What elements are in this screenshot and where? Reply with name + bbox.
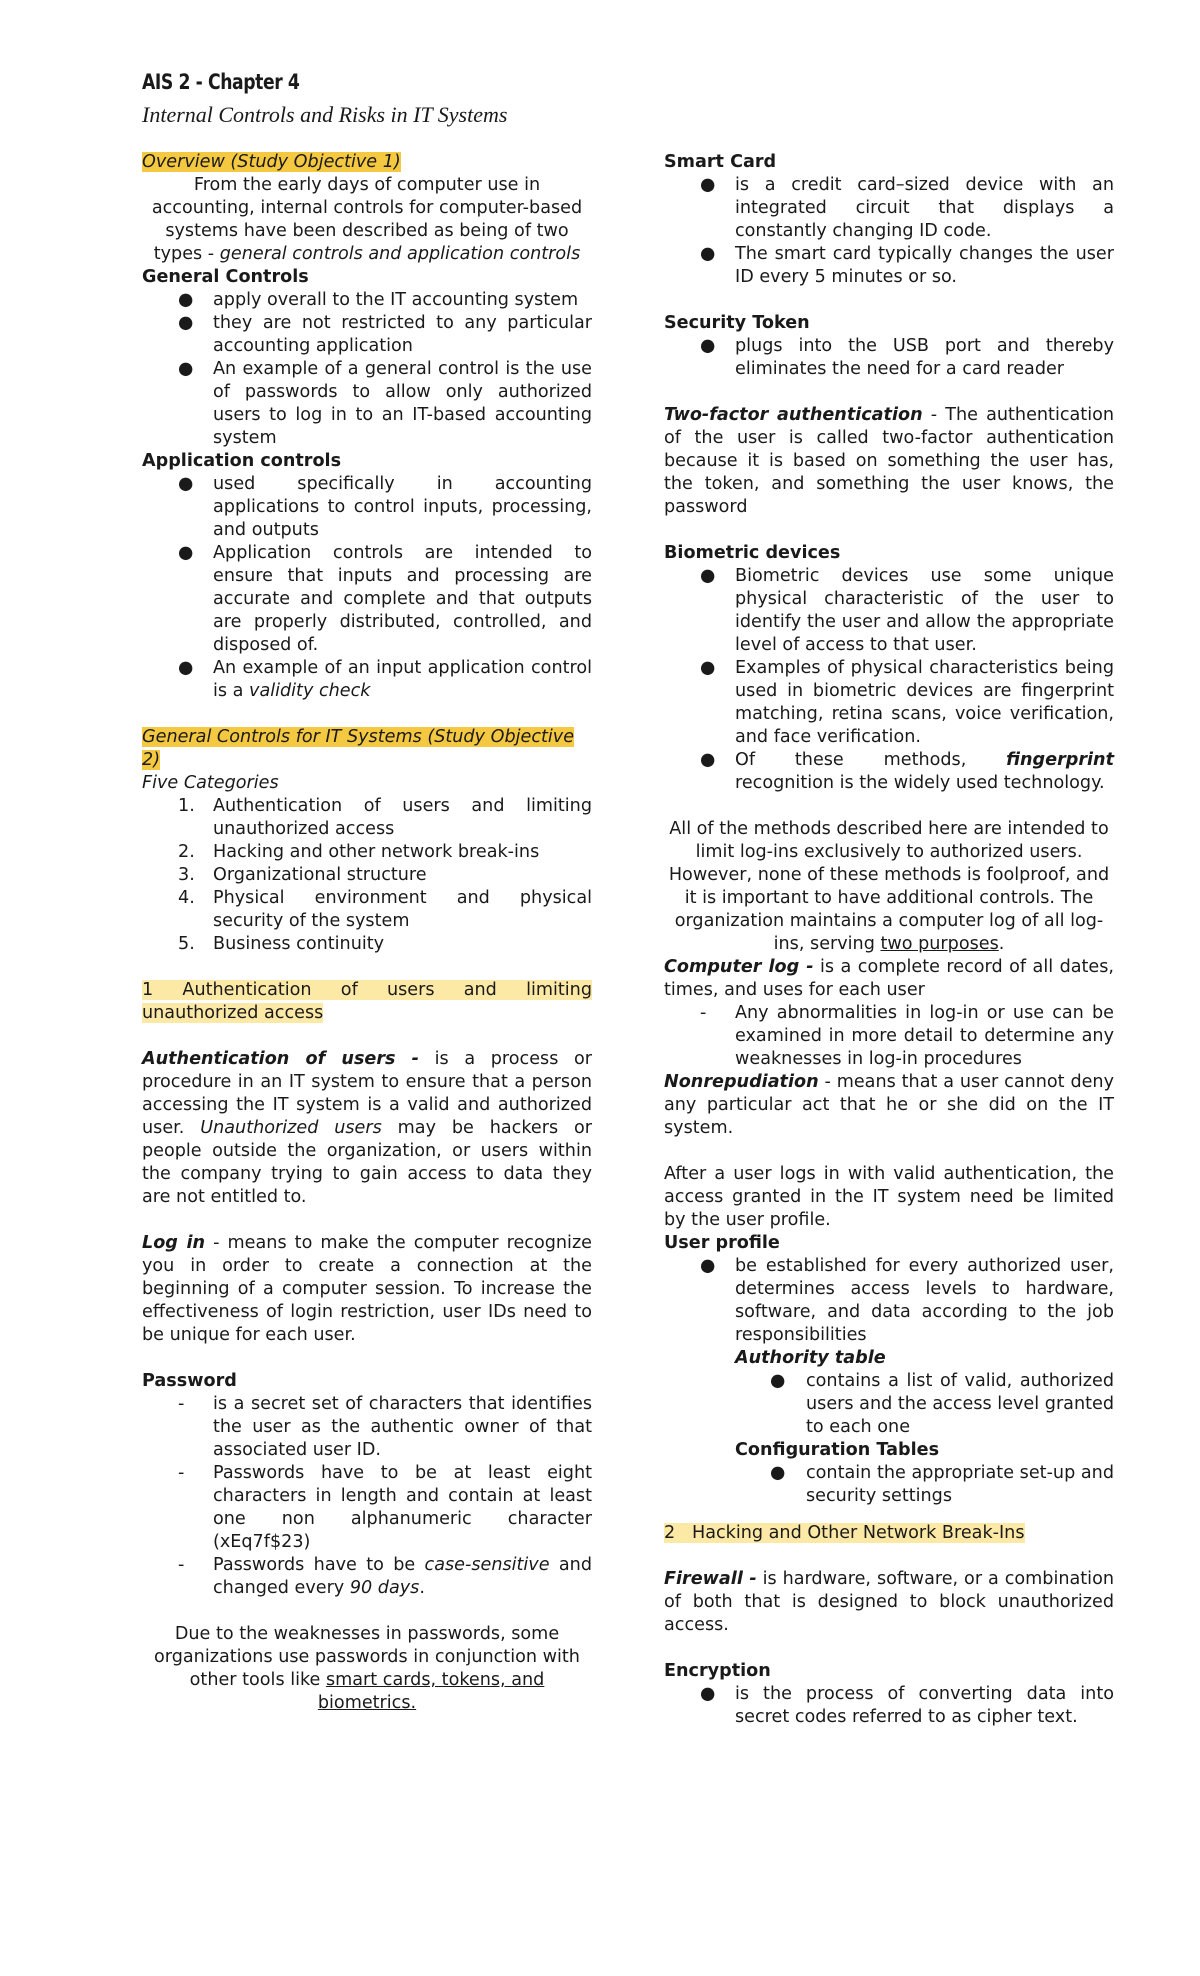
authority-table-heading: Authority table <box>735 1348 886 1368</box>
firewall-paragraph: Firewall - is hardware, software, or a combination of both that is designed to block unauthorized access. <box>664 1569 1114 1635</box>
passwords-closing-paragraph: Due to the weaknesses in passwords, some organizations use passwords in conjunction with other tools like smart cards, tokens, and biometrics. <box>154 1624 580 1713</box>
list-item: - Passwords have to be case-sensitive and changed every 90 days. <box>178 1555 592 1598</box>
list-item: 4. Physical environment and physical security of the system <box>178 888 592 931</box>
smart-card-heading: Smart Card <box>664 152 777 172</box>
list-item: 3. Organizational structure <box>178 865 427 885</box>
document-subtitle: Internal Controls and Risks in IT Systems <box>142 102 508 127</box>
list-item: - is a secret set of characters that identifies the user as the authentic owner of that associated user ID. <box>178 1394 592 1460</box>
user-profile-list <box>664 1255 1114 1347</box>
list-item: ● plugs into the USB port and thereby eliminates the need for a card reader <box>700 336 1114 379</box>
right-column <box>664 151 1114 1729</box>
encryption-list <box>664 1683 1114 1729</box>
categories-list <box>142 795 592 956</box>
security-token-list <box>664 335 1114 381</box>
biometric-list <box>664 565 1114 795</box>
authority-table-list <box>664 1370 1114 1439</box>
list-item: 5. Business continuity <box>178 934 385 954</box>
configuration-tables-list <box>664 1462 1114 1508</box>
methods-paragraph: All of the methods described here are intended to limit log-ins exclusively to authorized users. However, none of these methods is foolproof, and it is important to have additional controls. The organization maintains a computer log of all log-ins, serving two purposes. <box>668 819 1110 954</box>
list-item: ● be established for every authorized user, determines access levels to hardware, software, and data according to the job responsibilities <box>700 1256 1114 1345</box>
computer-log-list <box>664 1002 1114 1071</box>
list-item: ● contains a list of valid, authorized users and the access level granted to each one <box>770 1371 1114 1437</box>
list-item: - Passwords have to be at least eight characters in length and contain at least one non alphanumeric character (xEq7f$23) <box>178 1463 592 1552</box>
overview-heading: Overview (Study Objective 1) <box>142 152 401 172</box>
left-column <box>142 151 592 1715</box>
biometric-heading: Biometric devices <box>664 543 841 563</box>
list-item: ● Application controls are intended to ensure that inputs and processing are accurate and complete and that outputs are properly distributed, controlled, and disposed of. <box>178 543 592 655</box>
list-item: ● apply overall to the IT accounting system <box>178 290 579 310</box>
five-categories-label: Five Categories <box>142 773 279 793</box>
after-login-paragraph: After a user logs in with valid authentication, the access granted in the IT system need be limited by the user profile. <box>664 1164 1114 1230</box>
nonrepudiation-paragraph: Nonrepudiation - means that a user cannot deny any particular act that he or she did on the IT system. <box>664 1072 1114 1138</box>
list-item: ● is a credit card–sized device with an integrated circuit that displays a constantly changing ID code. <box>700 175 1114 241</box>
general-controls-list <box>142 289 592 450</box>
login-paragraph: Log in - means to make the computer recognize you in order to create a connection at the beginning of a computer session. To increase the effectiveness of login restriction, user IDs need to be unique for each user. <box>142 1233 593 1345</box>
list-item: 1. Authentication of users and limiting unauthorized access <box>178 796 592 839</box>
encryption-heading: Encryption <box>664 1661 771 1681</box>
list-item: ● The smart card typically changes the user ID every 5 minutes or so. <box>700 244 1114 287</box>
list-item: ● they are not restricted to any particular accounting application <box>178 313 592 356</box>
list-item: ● used specifically in accounting applications to control inputs, processing, and outputs <box>178 474 592 540</box>
two-factor-paragraph: Two-factor authentication - The authentication of the user is called two-factor authentication because it is based on something the user has, the token, and something the user knows, the password <box>664 405 1114 517</box>
user-profile-heading: User profile <box>664 1233 780 1253</box>
general-controls-heading: General Controls <box>142 267 309 287</box>
list-item: 2. Hacking and other network break-ins <box>178 842 540 862</box>
list-item: ● An example of a general control is the use of passwords to allow only authorized users to log in to an IT-based accounting system <box>178 359 592 448</box>
list-item: ● Of these methods, fingerprint recognition is the widely used technology. <box>700 750 1114 793</box>
list-item: ● Biometric devices use some unique physical characteristic of the user to identify the user and allow the appropriate level of access to that user. <box>700 566 1114 655</box>
list-item: ● contain the appropriate set-up and security settings <box>770 1463 1114 1506</box>
password-heading: Password <box>142 1371 237 1391</box>
section2-heading: 2 Hacking and Other Network Break-Ins <box>664 1523 1025 1543</box>
authentication-paragraph: Authentication of users - is a process or procedure in an IT system to ensure that a person accessing the IT system is a valid and authorized user. Unauthorized users may be hackers or people outside the organization, or users within the company trying to gain access to data they are not entitled to. <box>142 1049 593 1207</box>
application-controls-heading: Application controls <box>142 451 342 471</box>
list-item: ● Examples of physical characteristics being used in biometric devices are fingerprint matching, retina scans, voice verification, and face verification. <box>700 658 1114 747</box>
section1-heading: 1 Authentication of users and limiting unauthorized access <box>142 980 592 1023</box>
smart-card-list <box>664 174 1114 289</box>
list-item: ● An example of an input application control is a validity check <box>178 658 592 701</box>
security-token-heading: Security Token <box>664 313 810 333</box>
application-controls-list <box>142 473 592 703</box>
password-list <box>142 1393 592 1600</box>
general-controls-it-heading: General Controls for IT Systems (Study Objective 2) <box>142 727 575 770</box>
computer-log-paragraph: Computer log - is a complete record of all dates, times, and uses for each user <box>664 957 1115 1000</box>
list-item: - Any abnormalities in log-in or use can be examined in more detail to determine any weaknesses in log-in procedures <box>700 1003 1114 1069</box>
configuration-tables-heading: Configuration Tables <box>735 1440 940 1460</box>
overview-paragraph: From the early days of computer use in accounting, internal controls for computer-based systems have been described as being of two types - general controls and application controls <box>151 175 583 264</box>
list-item: ● is the process of converting data into secret codes referred to as cipher text. <box>700 1684 1114 1727</box>
document-title: AIS 2 - Chapter 4 <box>142 70 300 94</box>
